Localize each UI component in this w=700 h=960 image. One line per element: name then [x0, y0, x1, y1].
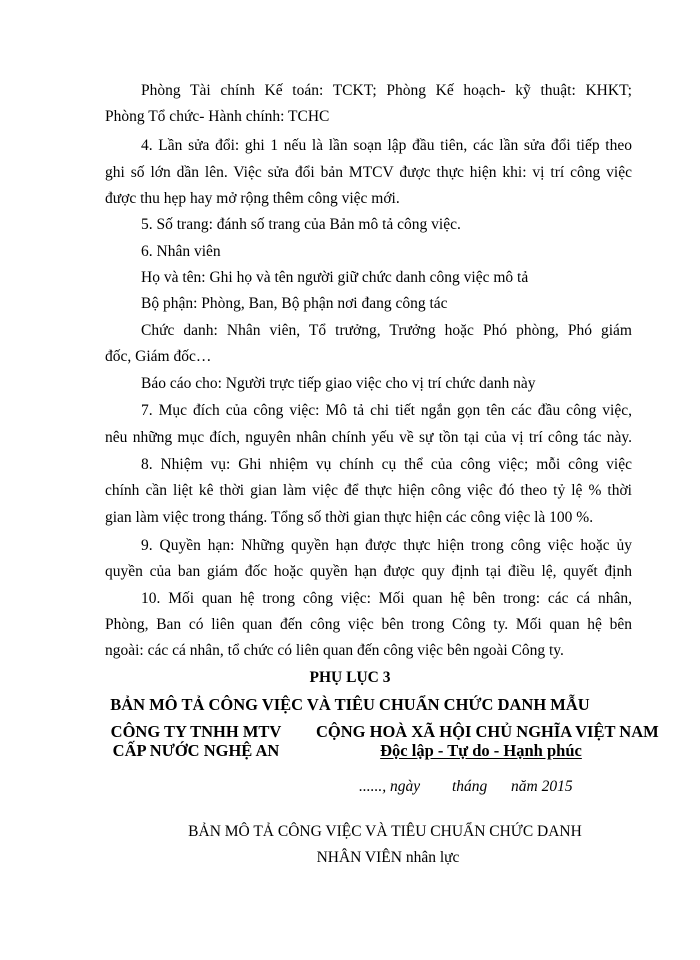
body-line: Phòng, Ban có liên quan đến công việc bên trong Công ty. Mối quan hệ bên: [105, 616, 632, 633]
date-year: năm 2015: [511, 778, 573, 795]
date-month: tháng: [452, 778, 488, 795]
body-line: 6. Nhân viên: [141, 243, 221, 260]
body-line: gian làm việc trong tháng. Tổng số thời gian thực hiện các công việc là 100 %.: [105, 509, 594, 526]
body-line: nêu những mục đích, nguyên nhân chính yếu về sự tồn tại của vị trí công tác này.: [105, 429, 632, 446]
body-line: 10. Mối quan hệ trong công việc: Mối quan hệ bên trong: các cá nhân,: [141, 590, 632, 607]
document-title-line2: NHÂN VIÊN nhân lực: [316, 849, 460, 866]
body-line: được thu hẹp hay mở rộng thêm công việc mới.: [105, 190, 400, 207]
body-line: ngoài: các cá nhân, tổ chức có liên quan đến công việc bên ngoài Công ty.: [105, 642, 564, 659]
body-line: ghi số lớn dần lên. Việc sửa đổi bản MTCV được thực hiện khi: vị trí công việc: [105, 164, 632, 181]
appendix-title: BẢN MÔ TẢ CÔNG VIỆC VÀ TIÊU CHUẨN CHỨC DANH MẪU: [110, 695, 590, 714]
body-line: Bộ phận: Phòng, Ban, Bộ phận nơi đang công tác: [141, 295, 448, 312]
body-line: đốc, Giám đốc…: [105, 348, 212, 365]
body-line: Chức danh: Nhân viên, Tổ trưởng, Trưởng hoặc Phó phòng, Phó giám: [141, 322, 632, 339]
body-line: quyền của ban giám đốc hoặc quyền hạn được quy định tại điều lệ, quyết định: [105, 563, 632, 580]
appendix-label: PHỤ LỤC 3: [309, 669, 391, 686]
date-place: ......, ngày: [359, 778, 421, 795]
company-name-line1: CÔNG TY TNHH MTV: [110, 722, 282, 741]
body-line: Báo cáo cho: Người trực tiếp giao việc cho vị trí chức danh này: [141, 375, 536, 392]
body-line: 4. Lần sửa đổi: ghi 1 nếu là lần soạn lập đầu tiên, các lần sửa đổi tiếp theo: [141, 137, 632, 154]
body-line: Họ và tên: Ghi họ và tên người giữ chức danh công việc mô tả: [141, 269, 529, 286]
body-line: chính cần liệt kê thời gian làm việc để thực hiện công việc đó theo tỷ lệ % thời: [105, 482, 632, 499]
company-name-line2: CẤP NƯỚC NGHỆ AN: [112, 741, 280, 760]
document-title-line1: BẢN MÔ TẢ CÔNG VIỆC VÀ TIÊU CHUẨN CHỨC DANH: [188, 823, 582, 840]
body-line: 7. Mục đích của công việc: Mô tả chi tiết ngắn gọn tên các đầu công việc,: [141, 402, 632, 419]
national-title: CỘNG HOÀ XÃ HỘI CHỦ NGHĨA VIỆT NAM: [316, 722, 659, 741]
body-line: 8. Nhiệm vụ: Ghi nhiệm vụ chính cụ thể của công việc; mỗi công việc: [141, 456, 632, 473]
body-line: 5. Số trang: đánh số trang của Bản mô tả công việc.: [141, 216, 461, 233]
body-line: Phòng Tài chính Kế toán: TCKT; Phòng Kế hoạch- kỹ thuật: KHKT;: [141, 82, 632, 99]
national-motto: Độc lập - Tự do - Hạnh phúc: [380, 741, 582, 760]
body-line: Phòng Tổ chức- Hành chính: TCHC: [105, 108, 330, 125]
body-line: 9. Quyền hạn: Những quyền hạn được thực hiện trong công việc hoặc ủy: [141, 537, 632, 554]
